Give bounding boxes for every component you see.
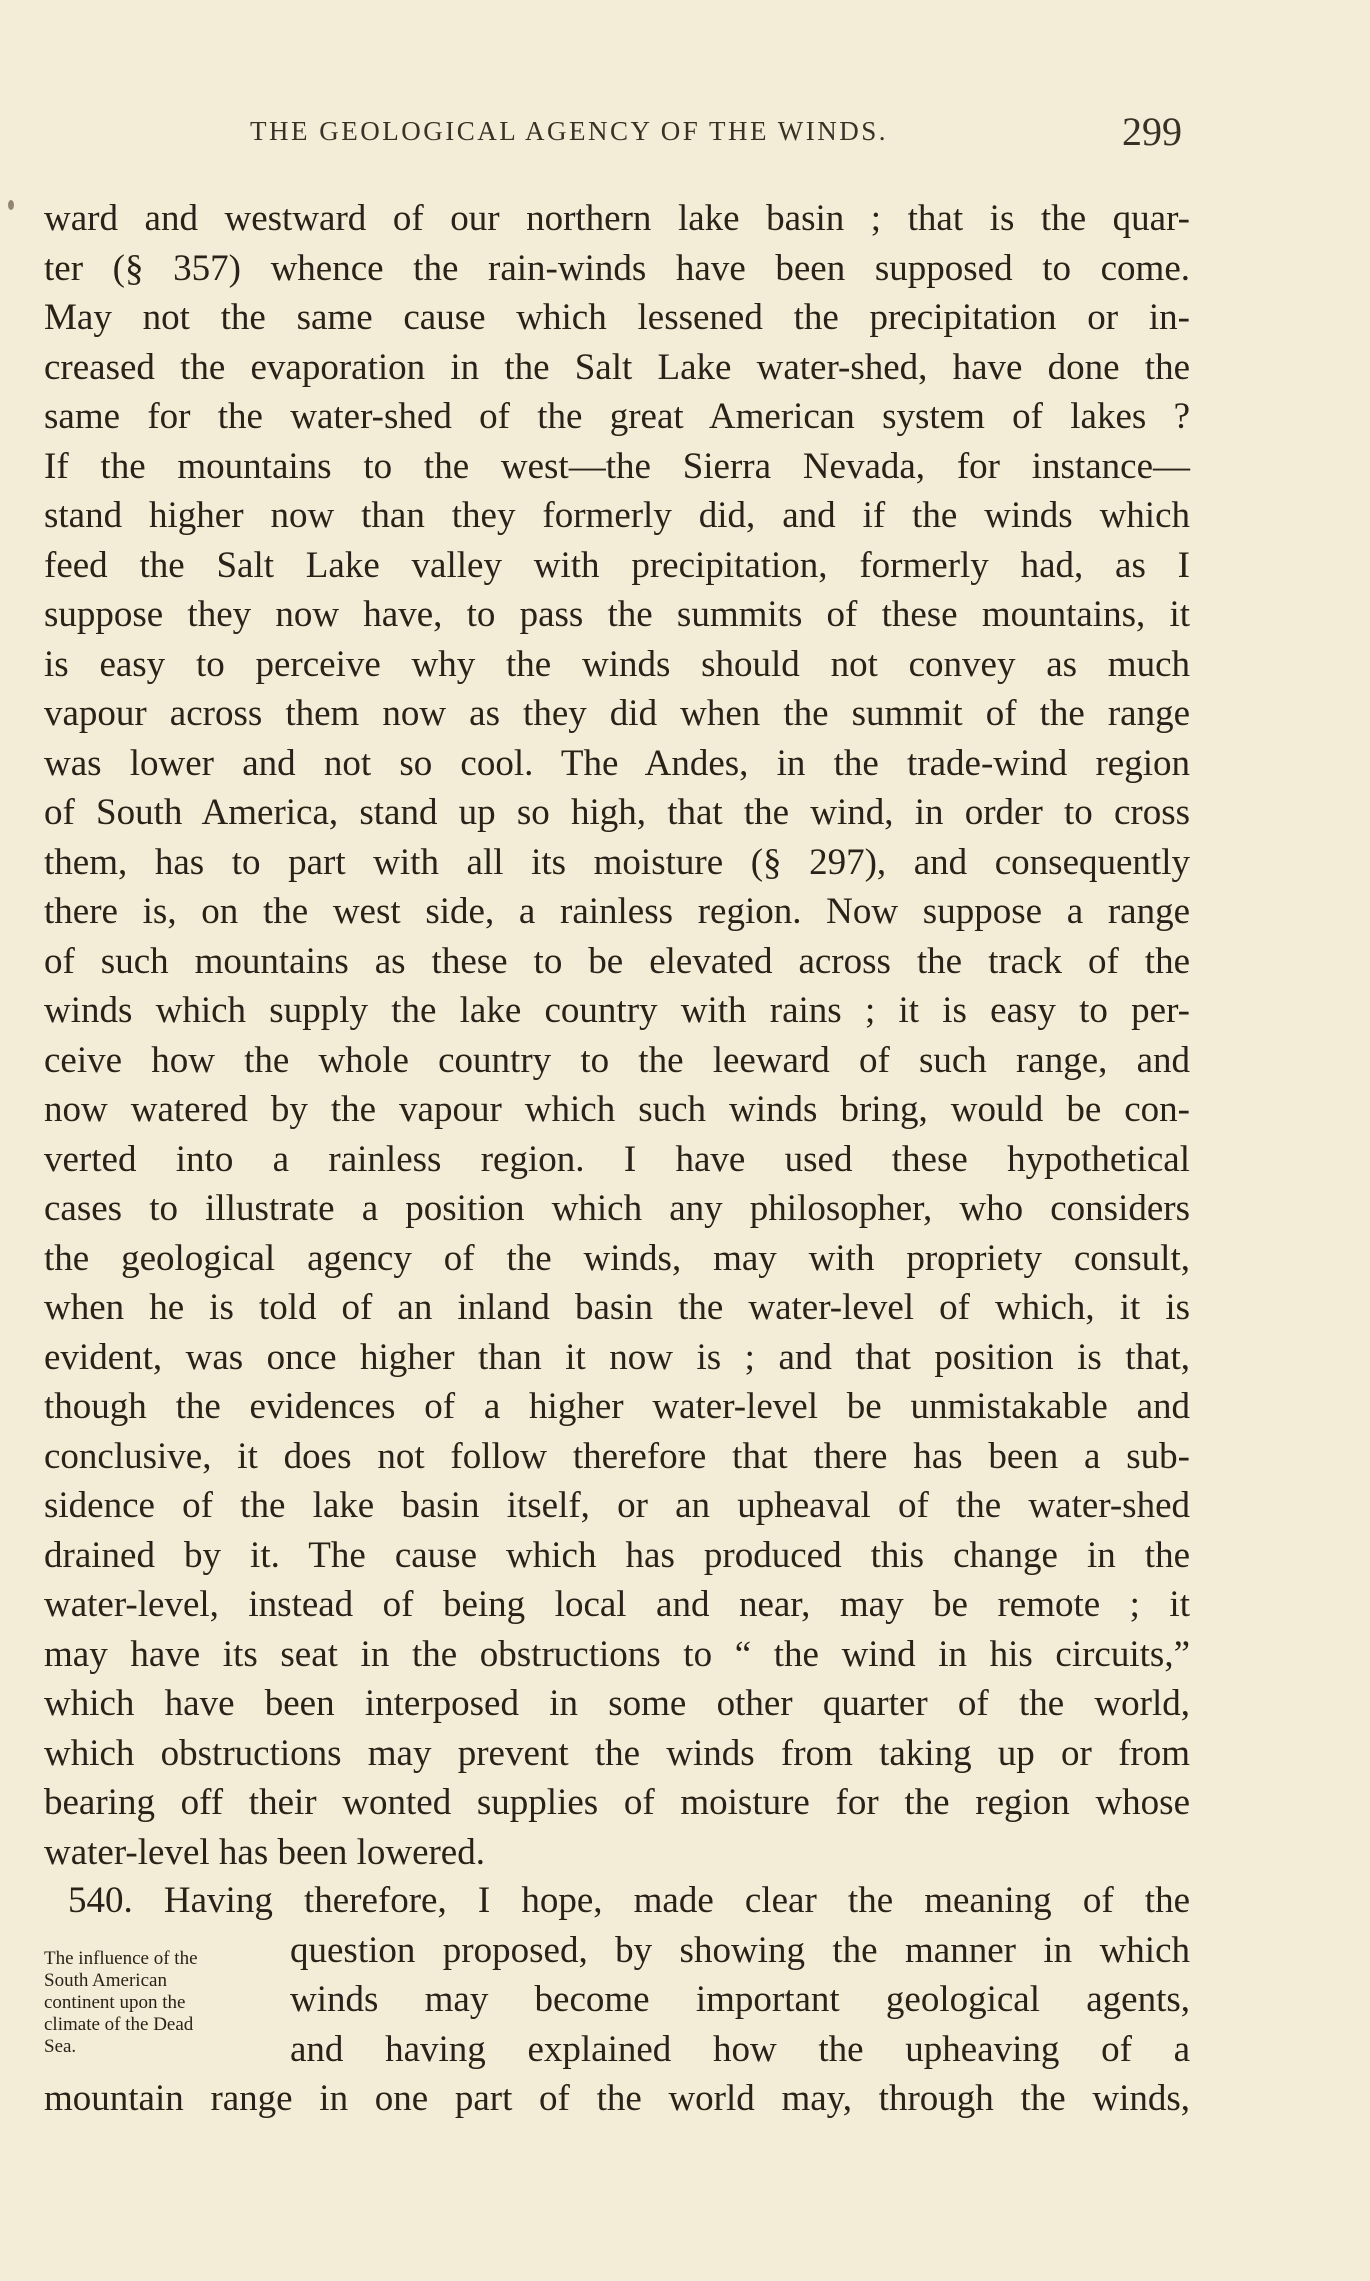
text-line: ward and westward of our northern lake basin ; that is the quar- (44, 198, 1190, 239)
text-line: same for the water-shed of the great American system of lakes ? (44, 396, 1190, 437)
text-line: though the evidences of a higher water-level be unmistakable and (44, 1386, 1190, 1427)
text-line: winds may become important geological agents, (290, 1979, 1190, 2020)
text-line: is easy to perceive why the winds should not convey as much (44, 643, 1190, 685)
page-number: 299 (1122, 109, 1182, 154)
text-line: verted into a rainless region. I have used these hypothetical (44, 1138, 1190, 1180)
margin-note-line: continent upon the (44, 1992, 186, 2013)
text-line: evident, was once higher than it now is ; and that position is that, (44, 1336, 1190, 1378)
margin-note-line: South American (44, 1970, 167, 1991)
text-line: now watered by the vapour which such winds bring, would be con- (44, 1089, 1190, 1130)
margin-note (44, 1948, 264, 2058)
text-line: May not the same cause which lessened the precipitation or in- (44, 297, 1190, 338)
text-line: of South America, stand up so high, that the wind, in order to cross (44, 792, 1190, 833)
text-line: them, has to part with all its moisture (§ 297), and consequently (44, 841, 1190, 883)
text-line: and having explained how the upheaving of a (290, 2028, 1190, 2070)
text-line: question proposed, by showing the manner in which (290, 1929, 1190, 1971)
text-line: ter (§ 357) whence the rain-winds have been supposed to come. (44, 247, 1190, 289)
text-line: ceive how the whole country to the leeward of such range, and (44, 1039, 1190, 1081)
text-line: conclusive, it does not follow therefore that there has been a sub- (44, 1435, 1190, 1477)
margin-note-line: Sea. (44, 2036, 77, 2057)
text-line: winds which supply the lake country with rains ; it is easy to per- (44, 990, 1190, 1031)
text-line: feed the Salt Lake valley with precipitation, formerly had, as I (44, 544, 1190, 586)
text-line: was lower and not so cool. The Andes, in the trade-wind region (44, 742, 1190, 784)
margin-note-line: climate of the Dead (44, 2014, 194, 2035)
text-line: sidence of the lake basin itself, or an upheaval of the water-shed (44, 1485, 1190, 1526)
text-line: which obstructions may prevent the winds from taking up or from (44, 1732, 1190, 1774)
text-line: 540. Having therefore, I hope, made clear the meaning of the (68, 1880, 1190, 1921)
text-line: water-level, instead of being local and near, may be remote ; it (44, 1584, 1190, 1625)
text-line: of such mountains as these to be elevated across the track of the (44, 940, 1190, 982)
text-line: which have been interposed in some other quarter of the world, (44, 1683, 1190, 1724)
text-line: the geological agency of the winds, may with propriety consult, (44, 1237, 1190, 1279)
text-line: may have its seat in the obstructions to “ the wind in his circuits,” (44, 1633, 1190, 1675)
text-line: cases to illustrate a position which any philosopher, who considers (44, 1188, 1190, 1229)
text-line: mountain range in one part of the world may, through the winds, (44, 2078, 1190, 2119)
text-line: suppose they now have, to pass the summits of these mountains, it (44, 594, 1190, 635)
text-line: water-level has been lowered. (44, 1831, 485, 1873)
ink-spot (8, 200, 14, 210)
text-line: there is, on the west side, a rainless region. Now suppose a range (44, 891, 1190, 932)
text-line: drained by it. The cause which has produced this change in the (44, 1534, 1190, 1576)
text-line: stand higher now than they formerly did, and if the winds which (44, 495, 1190, 536)
text-line: vapour across them now as they did when the summit of the range (44, 693, 1190, 734)
text-line: If the mountains to the west—the Sierra Nevada, for instance— (44, 445, 1190, 487)
margin-note-line: The influence of the (44, 1948, 198, 1969)
paragraph-1 (44, 194, 1190, 1877)
text-line: bearing off their wonted supplies of moisture for the region whose (44, 1782, 1190, 1823)
text-line: creased the evaporation in the Salt Lake water-shed, have done the (44, 346, 1190, 388)
running-title: THE GEOLOGICAL AGENCY OF THE WINDS. (250, 116, 888, 146)
text-line: when he is told of an inland basin the water-level of which, it is (44, 1287, 1190, 1328)
